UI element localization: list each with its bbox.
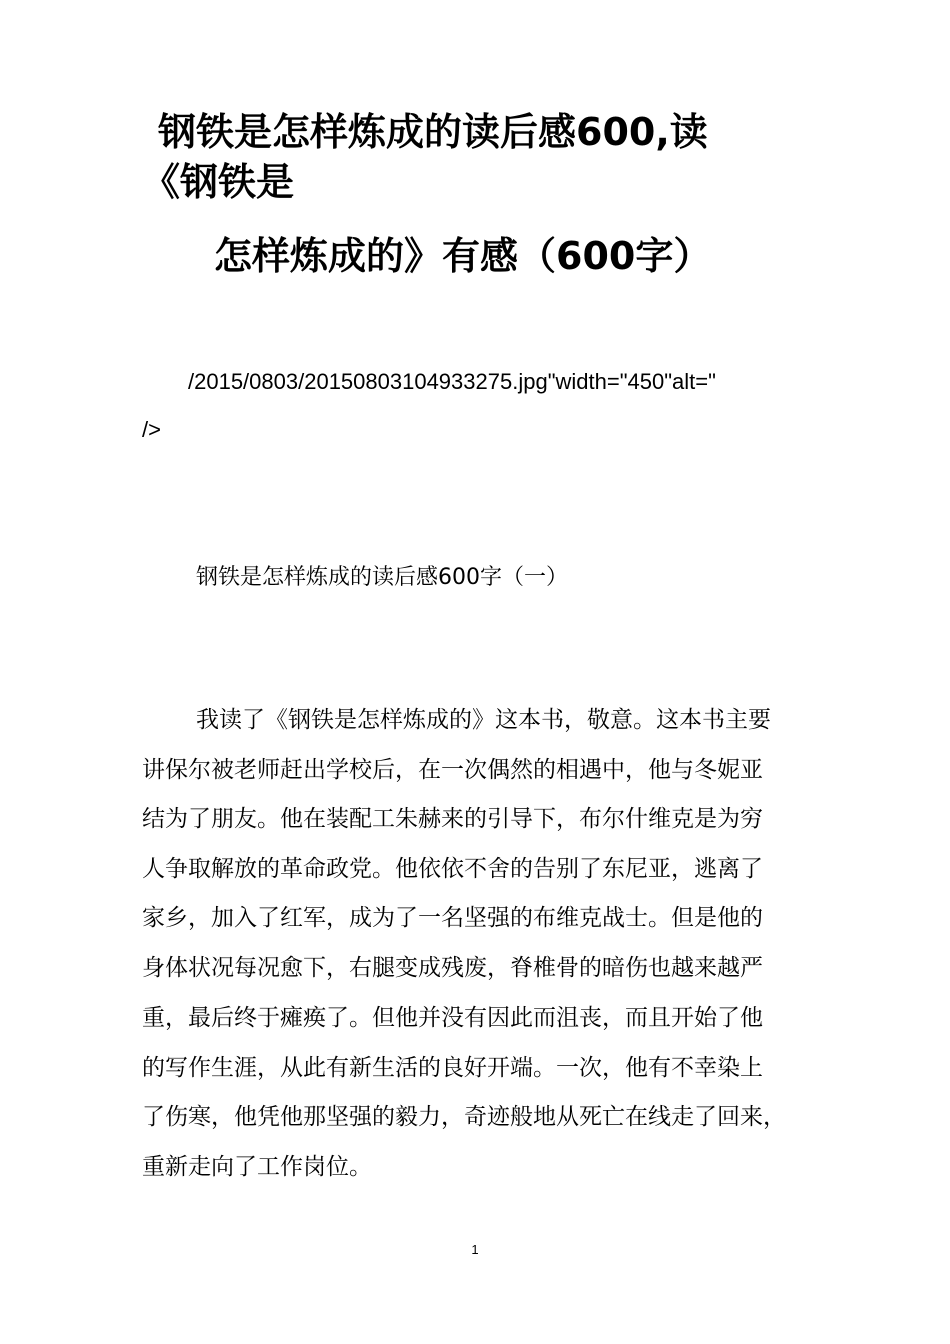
- body-text-line: 结为了朋友。他在装配工朱赫来的引导下，布尔什维克是为穷: [142, 806, 763, 832]
- body-text-line: 重，最后终于瘫痪了。但他并没有因此而沮丧，而且开始了他: [142, 1005, 763, 1031]
- document-title-line-2: 《钢铁是: [142, 160, 295, 204]
- body-text-line: 家乡，加入了红军，成为了一名坚强的布维克战士。但是他的: [142, 905, 763, 931]
- body-text-line: 人争取解放的革命政党。他依依不舍的告别了东尼亚，逃离了: [142, 856, 763, 882]
- body-text-line: 身体状况每况愈下，右腿变成残废，脊椎骨的暗伤也越来越严: [142, 955, 763, 981]
- body-text-line: 讲保尔被老师赶出学校后，在一次偶然的相遇中，他与冬妮亚: [142, 757, 763, 783]
- image-markup-remnant-line-2: />: [142, 417, 161, 442]
- section-heading: 钢铁是怎样炼成的读后感600字（一）: [196, 565, 568, 590]
- body-text-line: 我读了《钢铁是怎样炼成的》这本书，敬意。这本书主要: [196, 707, 771, 733]
- page-number: 1: [471, 1242, 479, 1257]
- image-markup-remnant-line-1: /2015/0803/20150803104933275.jpg"width="450"alt=": [188, 369, 716, 394]
- body-text-line: 重新走向了工作岗位。: [142, 1154, 372, 1180]
- body-text-line: 的写作生涯，从此有新生活的良好开端。一次，他有不幸染上: [142, 1055, 763, 1081]
- document-title-line-3: 怎样炼成的》有感（600字）: [214, 234, 712, 278]
- body-text-line: 了伤寒，他凭他那坚强的毅力，奇迹般地从死亡在线走了回来，: [142, 1104, 786, 1130]
- document-title-line-1: 钢铁是怎样炼成的读后感600,读: [158, 110, 708, 154]
